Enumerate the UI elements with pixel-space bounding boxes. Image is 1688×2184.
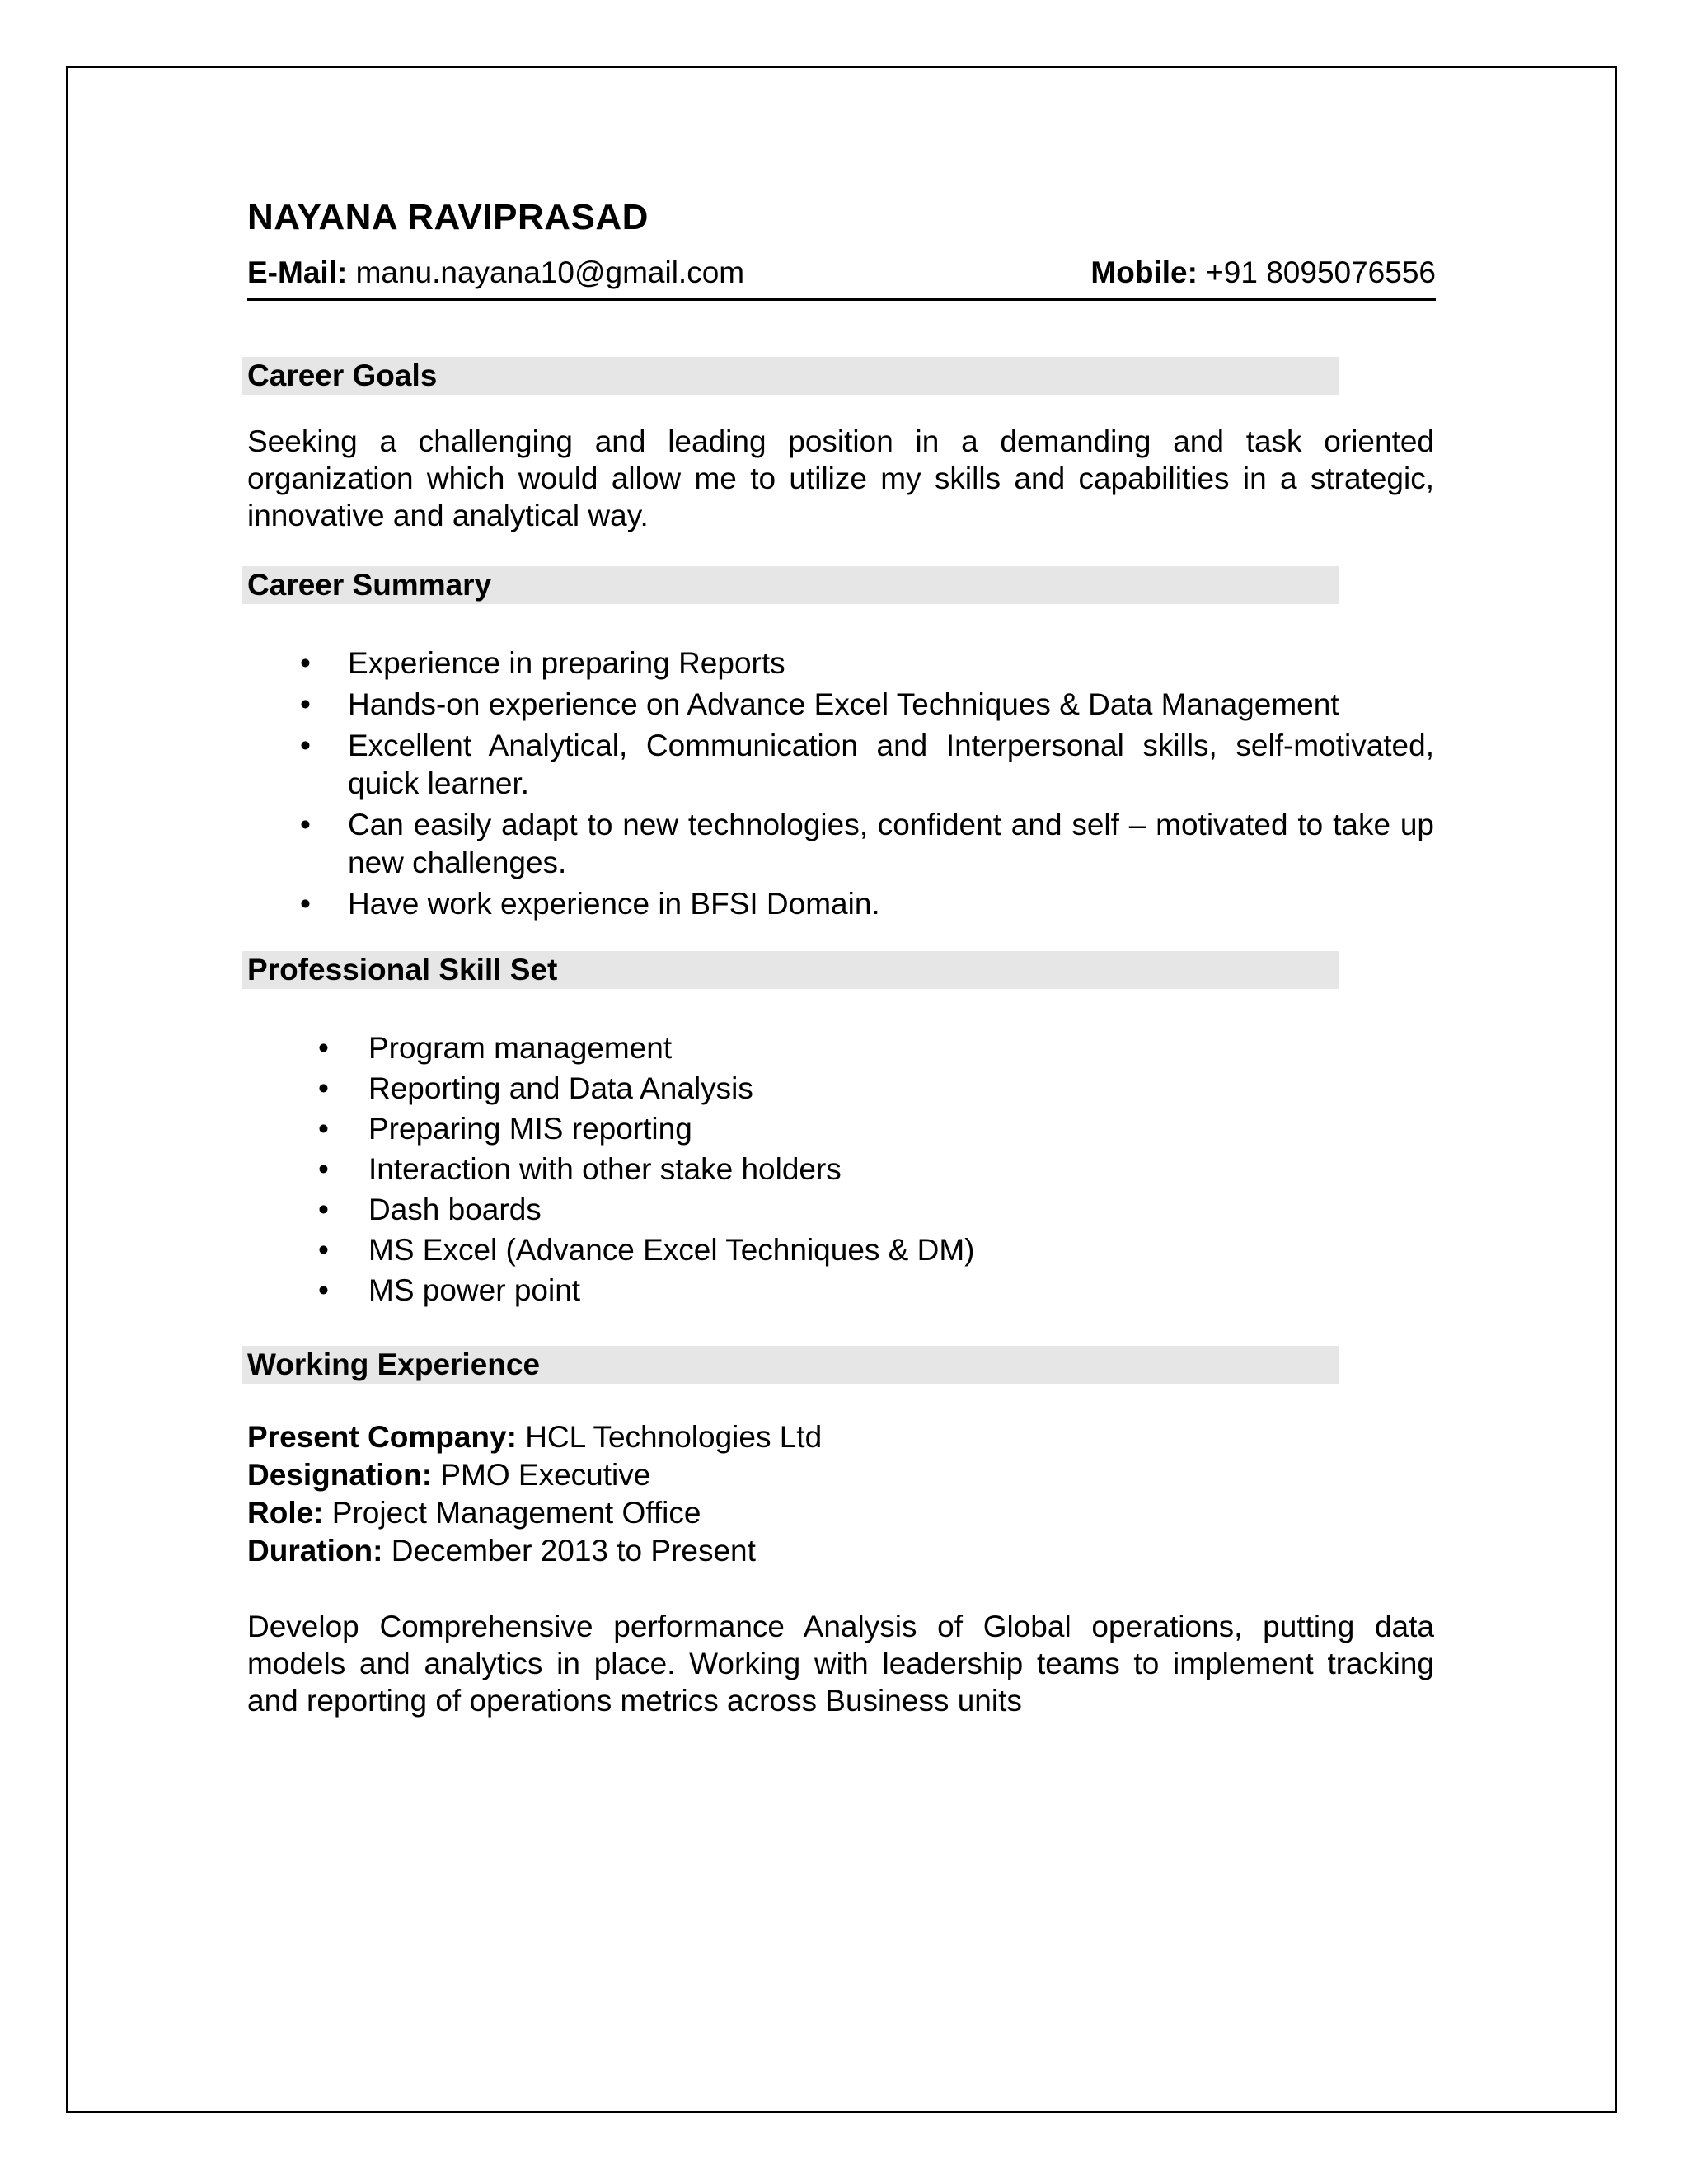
career-summary-list [247,644,1434,923]
experience-details [247,1418,1434,1570]
mobile-value: +91 8095076556 [1206,255,1436,289]
bullet-icon: • [300,808,311,841]
role-label: Role: [247,1496,324,1530]
designation-label: Designation: [247,1458,433,1492]
list-item [247,1070,1434,1108]
bullet-icon: • [318,1193,329,1226]
skill-item-text: Dash boards [368,1193,542,1226]
skill-item-text: Interaction with other stake holders [368,1152,842,1186]
bullet-icon: • [318,1233,329,1267]
skill-item-text: Reporting and Data Analysis [368,1071,753,1105]
skill-item-text: Program management [368,1031,673,1065]
mobile-line [1090,252,1436,293]
duration-label: Duration: [247,1534,383,1568]
list-item [247,1272,1434,1310]
skill-item-text: MS Excel (Advance Excel Techniques & DM) [368,1233,975,1267]
bullet-icon: • [318,1031,329,1065]
list-item [247,1110,1434,1148]
company-line [247,1418,1434,1456]
bullet-icon: • [300,646,311,680]
summary-item-text: Hands-on experience on Advance Excel Techniques & Data Management [348,687,1339,721]
resume-content [247,194,1434,1719]
experience-description: Develop Comprehensive performance Analysis of Global operations, putting data models and analytics in place. Working with leadership teams to implement tracking and reporting of operations metrics across Business units [247,1610,1434,1718]
mobile-label: Mobile: [1090,255,1198,289]
list-item [247,727,1434,803]
list-item [247,1231,1434,1269]
duration-line [247,1532,1434,1570]
list-item [247,686,1434,724]
bullet-icon: • [318,1071,329,1105]
duration-value: December 2013 to Present [391,1534,756,1568]
list-item [247,1191,1434,1229]
list-item [247,644,1434,682]
contact-row [247,252,1436,301]
company-value: HCL Technologies Ltd [525,1420,823,1454]
skill-item-text: Preparing MIS reporting [368,1112,692,1146]
skill-set-list [247,1029,1434,1310]
bullet-icon: • [318,1152,329,1186]
role-value: Project Management Office [331,1496,701,1530]
bullet-icon: • [300,729,311,762]
company-label: Present Company: [247,1420,517,1454]
skill-item-text: MS power point [368,1273,581,1307]
email-label: E-Mail: [247,255,348,289]
summary-item-text: Experience in preparing Reports [348,646,785,680]
list-item [247,1029,1434,1067]
career-goals-text: Seeking a challenging and leading position in a demanding and task oriented organization which would allow me to utilize my skills and capabilities in a strategic, innovative and analytical way. [247,424,1434,532]
role-line [247,1494,1434,1532]
bullet-icon: • [300,687,311,721]
list-item [247,1151,1434,1188]
skill-set-heading: Professional Skill Set [242,951,1339,989]
bullet-icon: • [300,887,311,921]
summary-item-text: Can easily adapt to new technologies, confident and self – motivated to take up new challenges. [348,808,1434,879]
designation-value: PMO Executive [440,1458,651,1492]
career-summary-heading: Career Summary [242,566,1339,604]
summary-item-text: Excellent Analytical, Communication and Interpersonal skills, self-motivated, quick learner. [348,729,1434,800]
summary-item-text: Have work experience in BFSI Domain. [348,887,880,921]
designation-line [247,1456,1434,1494]
list-item [247,806,1434,882]
working-experience-heading: Working Experience [242,1346,1339,1384]
bullet-icon: • [318,1273,329,1307]
bullet-icon: • [318,1112,329,1146]
list-item [247,885,1434,923]
email-value[interactable]: manu.nayana10@gmail.com [355,255,745,289]
email-line [247,252,744,293]
candidate-name: NAYANA RAVIPRASAD [247,197,649,237]
career-goals-heading: Career Goals [242,357,1339,395]
